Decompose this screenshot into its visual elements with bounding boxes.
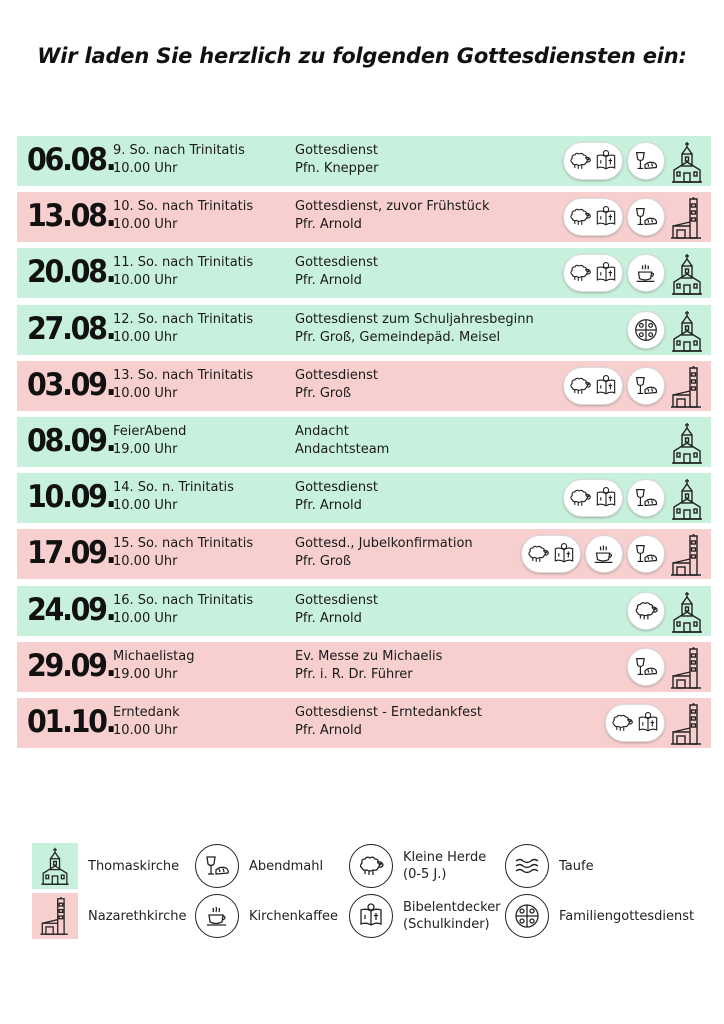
service-time: 10.00 Uhr xyxy=(113,610,178,626)
abendmahl-icon xyxy=(627,535,665,573)
service-row xyxy=(17,248,711,298)
service-icons xyxy=(669,419,705,465)
legend-item-herde xyxy=(349,844,486,888)
service-info-block xyxy=(295,254,378,290)
service-icons xyxy=(521,531,705,577)
service-icons xyxy=(605,700,705,746)
service-occasion: Erntedank xyxy=(113,704,180,720)
thomaskirche-icon xyxy=(669,138,705,184)
nazarethkirche-icon xyxy=(669,194,705,240)
service-icons xyxy=(563,363,705,409)
kleine-herde-bibelentdecker-icon xyxy=(563,198,623,236)
service-title: Gottesdienst xyxy=(295,143,378,158)
legend-item-kaffee xyxy=(195,894,338,938)
service-occasion: 11. So. nach Trinitatis xyxy=(113,255,254,271)
abendmahl-icon xyxy=(195,844,239,888)
service-icons xyxy=(563,138,705,184)
service-row xyxy=(17,361,711,411)
service-occasion-block xyxy=(113,198,253,234)
service-date: 20.08. xyxy=(27,254,115,291)
service-date: 29.09. xyxy=(27,647,115,684)
thomaskirche-icon xyxy=(32,843,78,889)
service-info-block xyxy=(295,592,378,628)
service-occasion-block xyxy=(113,704,180,740)
abendmahl-icon xyxy=(627,198,665,236)
service-occasion-block xyxy=(113,479,234,515)
service-list xyxy=(17,136,711,754)
service-info-block xyxy=(295,479,378,515)
legend-label-nazareth: Nazarethkirche xyxy=(88,908,187,924)
kleine-herde-bibelentdecker-icon xyxy=(563,142,623,180)
service-occasion-block xyxy=(113,254,253,290)
kirchenkaffee-icon xyxy=(585,535,623,573)
service-row xyxy=(17,417,711,467)
kirchenkaffee-icon xyxy=(195,894,239,938)
service-info-block xyxy=(295,367,378,403)
thomaskirche-icon xyxy=(669,588,705,634)
legend-item-thomas xyxy=(32,843,179,889)
familiengottesdienst-icon xyxy=(505,894,549,938)
page-title: Wir laden Sie herzlich zu folgenden Gottesdiensten ein: xyxy=(37,44,687,68)
service-date: 10.09. xyxy=(27,479,115,516)
service-occasion: 12. So. nach Trinitatis xyxy=(113,311,254,327)
service-row xyxy=(17,529,711,579)
service-row xyxy=(17,586,711,636)
kirchenkaffee-icon xyxy=(627,254,665,292)
legend-label-taufe: Taufe xyxy=(559,858,594,874)
thomaskirche-icon xyxy=(669,475,705,521)
service-pastor: Pfr. Arnold xyxy=(295,722,362,738)
service-pastor: Pfr. Groß, Gemeindepäd. Meisel xyxy=(295,329,501,345)
service-title: Gottesd., Jubelkonfirmation xyxy=(295,536,473,552)
service-time: 19.00 Uhr xyxy=(113,666,178,682)
abendmahl-icon xyxy=(627,648,665,686)
service-date: 17.09. xyxy=(27,535,115,572)
service-occasion: 14. So. n. Trinitatis xyxy=(113,480,234,496)
service-icons xyxy=(563,194,705,240)
thomaskirche-icon xyxy=(669,419,705,465)
legend-label-herde: Kleine Herde (0-5 J.) xyxy=(403,850,487,882)
service-info-block xyxy=(295,704,482,740)
legend-label-bibel: Bibelentdecker (Schulkinder) xyxy=(403,900,501,932)
kleine-herde-bibelentdecker-icon xyxy=(605,704,665,742)
service-occasion-block xyxy=(113,311,253,347)
kleine-herde-bibelentdecker-icon xyxy=(563,367,623,405)
service-occasion-block xyxy=(113,423,186,459)
nazarethkirche-icon xyxy=(32,893,78,939)
service-time: 10.00 Uhr xyxy=(113,554,178,570)
legend-label-thomas: Thomaskirche xyxy=(88,858,180,874)
legend xyxy=(32,843,712,943)
service-info-block xyxy=(295,311,534,347)
service-title: Gottesdienst zum Schuljahresbeginn xyxy=(295,311,534,327)
service-occasion: 9. So. nach Trinitatis xyxy=(113,143,245,158)
service-row xyxy=(17,136,711,186)
service-date: 27.08. xyxy=(27,310,115,347)
service-row xyxy=(17,473,711,523)
service-time: 10.00 Uhr xyxy=(113,161,178,176)
taufe-icon xyxy=(505,844,549,888)
service-info-block xyxy=(295,535,473,571)
legend-label-familie: Familiengottesdienst xyxy=(559,908,695,924)
service-date: 01.10. xyxy=(27,703,115,740)
service-pastor: Pfr. Arnold xyxy=(295,273,362,289)
legend-item-abendmahl xyxy=(195,844,323,888)
service-pastor: Pfr. Arnold xyxy=(295,498,362,514)
service-icons xyxy=(627,588,705,634)
service-info-block xyxy=(295,648,442,684)
service-time: 10.00 Uhr xyxy=(113,498,178,514)
service-occasion: 10. So. nach Trinitatis xyxy=(113,199,254,215)
service-title: Andacht xyxy=(295,423,349,439)
service-row xyxy=(17,698,711,748)
kleine-herde-bibelentdecker-icon xyxy=(521,535,581,573)
service-occasion: 15. So. nach Trinitatis xyxy=(113,536,254,552)
kleine-herde-icon xyxy=(627,592,665,630)
service-pastor: Pfr. Arnold xyxy=(295,610,362,626)
service-pastor: Pfr. Groß xyxy=(295,385,352,401)
service-occasion-block xyxy=(113,142,245,178)
service-occasion: 16. So. nach Trinitatis xyxy=(113,592,254,608)
service-pastor: Pfr. Arnold xyxy=(295,217,362,233)
service-row xyxy=(17,642,711,692)
nazarethkirche-icon xyxy=(669,363,705,409)
service-date: 03.09. xyxy=(27,366,115,403)
service-date: 08.09. xyxy=(27,422,115,459)
legend-label-kaffee: Kirchenkaffee xyxy=(249,908,339,924)
service-icons xyxy=(627,644,705,690)
service-icons xyxy=(563,475,705,521)
service-pastor: Pfr. i. R. Dr. Führer xyxy=(295,666,413,682)
thomaskirche-icon xyxy=(669,307,705,353)
service-info-block xyxy=(295,423,389,459)
service-info-block xyxy=(295,142,379,178)
kleine-herde-icon xyxy=(349,844,393,888)
service-time: 10.00 Uhr xyxy=(113,273,178,289)
service-pastor: Andachtsteam xyxy=(295,441,390,457)
kleine-herde-bibelentdecker-icon xyxy=(563,479,623,517)
service-title: Gottesdienst - Erntedankfest xyxy=(295,704,483,720)
service-time: 10.00 Uhr xyxy=(113,329,178,345)
nazarethkirche-icon xyxy=(669,644,705,690)
nazarethkirche-icon xyxy=(669,531,705,577)
service-title: Gottesdienst xyxy=(295,255,378,271)
familiengottesdienst-icon xyxy=(627,311,665,349)
abendmahl-icon xyxy=(627,367,665,405)
service-time: 19.00 Uhr xyxy=(113,441,178,457)
service-time: 10.00 Uhr xyxy=(113,385,178,401)
kleine-herde-bibelentdecker-icon xyxy=(563,254,623,292)
service-title: Ev. Messe zu Michaelis xyxy=(295,648,443,664)
thomaskirche-icon xyxy=(669,250,705,296)
service-occasion-block xyxy=(113,592,253,628)
service-icons xyxy=(563,250,705,296)
service-occasion: FeierAbend xyxy=(113,423,187,439)
service-pastor: Pfr. Groß xyxy=(295,554,352,570)
legend-item-nazareth xyxy=(32,893,186,939)
service-title: Gottesdienst xyxy=(295,367,378,383)
service-row xyxy=(17,305,711,355)
service-occasion-block xyxy=(113,367,253,403)
service-row xyxy=(17,192,711,242)
service-date: 06.08. xyxy=(27,142,115,178)
service-title: Gottesdienst xyxy=(295,480,378,496)
service-icons xyxy=(627,307,705,353)
legend-item-taufe xyxy=(505,844,594,888)
service-occasion: Michaelistag xyxy=(113,648,195,664)
service-date: 24.09. xyxy=(27,591,115,628)
service-pastor: Pfn. Knepper xyxy=(295,161,379,176)
service-title: Gottesdienst xyxy=(295,592,378,608)
legend-label-abendmahl: Abendmahl xyxy=(249,858,324,874)
bibelentdecker-icon xyxy=(349,894,393,938)
abendmahl-icon xyxy=(627,142,665,180)
service-occasion: 13. So. nach Trinitatis xyxy=(113,367,254,383)
service-time: 10.00 Uhr xyxy=(113,217,178,233)
service-time: 10.00 Uhr xyxy=(113,722,178,738)
abendmahl-icon xyxy=(627,479,665,517)
service-title: Gottesdienst, zuvor Frühstück xyxy=(295,199,490,215)
service-occasion-block xyxy=(113,535,253,571)
service-occasion-block xyxy=(113,648,195,684)
service-date: 13.08. xyxy=(27,198,115,235)
service-info-block xyxy=(295,198,490,234)
nazarethkirche-icon xyxy=(669,700,705,746)
legend-item-bibel xyxy=(349,894,501,938)
legend-item-familie xyxy=(505,894,694,938)
